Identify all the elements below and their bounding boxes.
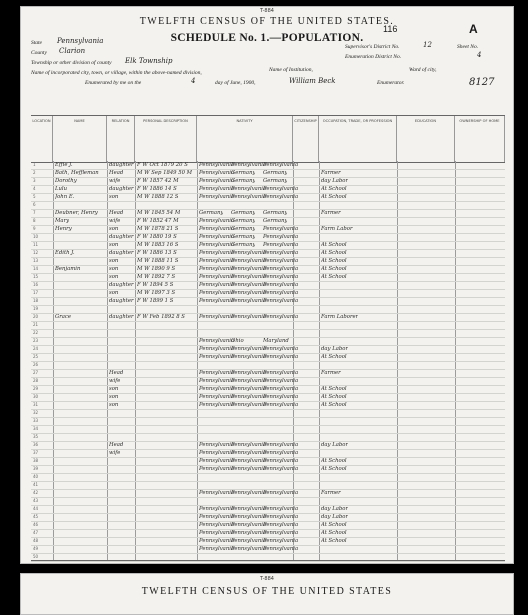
cell-occ: At School: [321, 466, 347, 472]
cell-mother: Maryland: [263, 338, 289, 344]
column-header-label: CITIZENSHIP: [294, 119, 317, 123]
ward-label: Ward of city,: [409, 67, 437, 73]
cell-father: Pennsylvania: [231, 282, 267, 288]
cell-mother: Pennsylvania: [263, 506, 299, 512]
cell-rel: son: [109, 402, 119, 408]
cell-occ: day Labor: [321, 514, 349, 520]
cell-birth: Pennsylvania: [199, 338, 235, 344]
cell-rel: son: [109, 242, 119, 248]
cell-desc: M W 1883 16 S: [137, 242, 179, 248]
cell-desc: M W 1845 54 M: [137, 210, 181, 216]
census-table: [31, 161, 505, 561]
cell-birth: Pennsylvania: [199, 242, 235, 248]
form-stamp: T-884: [260, 8, 274, 14]
cell-desc: F W 1886 14 S: [137, 186, 177, 192]
column-header: [293, 116, 319, 162]
institution-name-label: Name of Institution,: [269, 67, 313, 73]
cell-birth: Germany: [199, 210, 224, 216]
cell-n: 29: [33, 386, 39, 391]
cell-rel: son: [109, 394, 119, 400]
column-header: [319, 116, 397, 162]
cell-rel: daughter: [109, 162, 134, 168]
cell-occ: At School: [321, 258, 347, 264]
cell-mother: Pennsylvania: [263, 274, 299, 280]
cell-father: Pennsylvania: [231, 274, 267, 280]
cell-birth: Pennsylvania: [199, 178, 235, 184]
cell-father: Pennsylvania: [231, 370, 267, 376]
cell-father: Pennsylvania: [231, 522, 267, 528]
cell-occ: day Labor: [321, 346, 349, 352]
cell-mother: Pennsylvania: [263, 378, 299, 384]
cell-mother: Pennsylvania: [263, 346, 299, 352]
cell-father: Pennsylvania: [231, 530, 267, 536]
cell-occ: At School: [321, 274, 347, 280]
cell-father: Pennsylvania: [231, 378, 267, 384]
cell-desc: F W 1857 42 M: [137, 178, 179, 184]
form-stamp-2: T-884: [260, 576, 274, 582]
cell-father: Germany: [231, 218, 256, 224]
sheet-letter: A: [469, 22, 478, 36]
supervisor-value: 12: [423, 41, 432, 49]
cell-father: Germany: [231, 226, 256, 232]
cell-name: Dorothy: [55, 178, 77, 184]
cell-n: 45: [33, 514, 39, 519]
column-header-label: PERSONAL DESCRIPTION: [143, 119, 188, 123]
cell-n: 16: [33, 282, 39, 287]
cell-name: Effie J.: [55, 162, 73, 168]
cell-birth: Pennsylvania: [199, 530, 235, 536]
cell-n: 15: [33, 274, 39, 279]
cell-name: Deubner, Henry: [55, 210, 98, 216]
cell-occ: Farmer: [321, 210, 341, 216]
column-headers: [31, 115, 505, 163]
cell-n: 25: [33, 354, 39, 359]
cell-mother: Pennsylvania: [263, 458, 299, 464]
cell-mother: Pennsylvania: [263, 522, 299, 528]
cell-name: Lulu: [55, 186, 68, 192]
cell-n: 3: [33, 178, 36, 183]
cell-n: 36: [33, 442, 39, 447]
column-header-label: OWNERSHIP OF HOME: [459, 119, 500, 123]
cell-desc: M W 1892 7 S: [137, 274, 176, 280]
cell-n: 21: [33, 322, 39, 327]
cell-mother: Pennsylvania: [263, 290, 299, 296]
cell-rel: daughter: [109, 234, 134, 240]
cell-n: 30: [33, 394, 39, 399]
cell-mother: Pennsylvania: [263, 450, 299, 456]
cell-father: Germany: [231, 234, 256, 240]
cell-n: 43: [33, 498, 39, 503]
cell-n: 4: [33, 186, 36, 191]
cell-father: Pennsylvania: [231, 546, 267, 552]
cell-mother: Germany: [263, 170, 288, 176]
cell-n: 2: [33, 170, 36, 175]
cell-rel: Head: [109, 210, 124, 216]
cell-mother: Pennsylvania: [263, 402, 299, 408]
cell-n: 34: [33, 426, 39, 431]
cell-desc: M W 1897 3 S: [137, 290, 176, 296]
cell-mother: Pennsylvania: [263, 186, 299, 192]
cell-desc: F W Oct 1879 20 S: [137, 162, 188, 168]
schedule-title: SCHEDULE No. 1.—POPULATION.: [170, 32, 364, 44]
cell-mother: Pennsylvania: [263, 394, 299, 400]
cell-occ: day Labor: [321, 442, 349, 448]
cell-birth: Pennsylvania: [199, 538, 235, 544]
cell-n: 35: [33, 434, 39, 439]
cell-occ: day Labor: [321, 178, 349, 184]
cell-n: 11: [33, 242, 39, 247]
cell-birth: Pennsylvania: [199, 394, 235, 400]
cell-desc: M W Sep 1849 50 M: [137, 170, 193, 176]
cell-desc: M W 1890 9 S: [137, 266, 176, 272]
census-title: TWELFTH CENSUS OF THE UNITED STATES.: [139, 16, 395, 27]
supervisor-label: Supervisor's District No.: [345, 44, 400, 50]
cell-rel: son: [109, 226, 119, 232]
cell-birth: Pennsylvania: [199, 266, 235, 272]
column-header-label: RELATION: [111, 119, 130, 123]
cell-mother: Pennsylvania: [263, 314, 299, 320]
cell-father: Germany: [231, 178, 256, 184]
cell-occ: At School: [321, 530, 347, 536]
cell-birth: Pennsylvania: [199, 314, 235, 320]
cell-n: 33: [33, 418, 39, 423]
cell-occ: At School: [321, 394, 347, 400]
cell-birth: Pennsylvania: [199, 194, 235, 200]
cell-father: Pennsylvania: [231, 402, 267, 408]
cell-occ: Farmer: [321, 170, 341, 176]
cell-occ: At School: [321, 186, 347, 192]
cell-name: Edith J.: [55, 250, 75, 256]
cell-n: 19: [33, 306, 39, 311]
cell-birth: Pennsylvania: [199, 226, 235, 232]
enumerated-label: Enumerated by me on the: [85, 80, 142, 86]
county-value: Clarion: [59, 47, 86, 55]
cell-father: Pennsylvania: [231, 186, 267, 192]
cell-birth: Pennsylvania: [199, 458, 235, 464]
cell-occ: At School: [321, 458, 347, 464]
cell-rel: son: [109, 258, 119, 264]
cell-rel: son: [109, 194, 119, 200]
cell-birth: Pennsylvania: [199, 546, 235, 552]
column-header: [455, 116, 505, 162]
cell-name: John E.: [55, 194, 75, 200]
cell-father: Pennsylvania: [231, 266, 267, 272]
cell-father: Pennsylvania: [231, 162, 267, 168]
census-title-2: TWELFTH CENSUS OF THE UNITED STATES: [141, 586, 393, 597]
cell-desc: F W 1880 19 S: [137, 234, 177, 240]
column-header: [31, 116, 53, 162]
cell-rel: son: [109, 266, 119, 272]
cell-n: 17: [33, 290, 39, 295]
cell-n: 20: [33, 314, 39, 319]
cell-mother: Pennsylvania: [263, 298, 299, 304]
cell-birth: Pennsylvania: [199, 522, 235, 528]
enumeration-label: Enumeration District No.: [345, 54, 402, 60]
cell-occ: Farm Labor: [321, 226, 353, 232]
cell-mother: Pennsylvania: [263, 442, 299, 448]
cell-father: Ohio: [231, 338, 244, 344]
cell-n: 13: [33, 258, 39, 263]
state-label: State: [31, 40, 42, 46]
enumerator-label: Enumerator.: [377, 80, 405, 86]
cell-father: Pennsylvania: [231, 394, 267, 400]
cell-n: 50: [33, 554, 39, 559]
cell-mother: Pennsylvania: [263, 258, 299, 264]
cell-occ: Farm Laborer: [321, 314, 359, 320]
cell-n: 6: [33, 202, 36, 207]
cell-father: Pennsylvania: [231, 290, 267, 296]
cell-father: Pennsylvania: [231, 442, 267, 448]
cell-n: 42: [33, 490, 39, 495]
cell-n: 49: [33, 546, 39, 551]
cell-mother: Pennsylvania: [263, 514, 299, 520]
cell-birth: Pennsylvania: [199, 298, 235, 304]
cell-n: 38: [33, 458, 39, 463]
cell-n: 48: [33, 538, 39, 543]
cell-mother: Pennsylvania: [263, 370, 299, 376]
cell-n: 1: [33, 162, 36, 167]
cell-n: 41: [33, 482, 39, 487]
cell-mother: Pennsylvania: [263, 234, 299, 240]
cell-father: Pennsylvania: [231, 258, 267, 264]
cell-rel: daughter: [109, 314, 134, 320]
cell-rel: wife: [109, 378, 121, 384]
cell-father: Pennsylvania: [231, 314, 267, 320]
cell-birth: Pennsylvania: [199, 386, 235, 392]
cell-mother: Germany: [263, 210, 288, 216]
enumerator-name: William Beck: [289, 77, 336, 85]
cell-occ: At School: [321, 386, 347, 392]
cell-birth: Pennsylvania: [199, 274, 235, 280]
cell-name: Mary: [55, 218, 70, 224]
cell-rel: Head: [109, 442, 124, 448]
column-header-label: NAME: [74, 119, 85, 123]
column-header-label: EDUCATION: [414, 119, 437, 123]
cell-n: 10: [33, 234, 39, 239]
cell-n: 7: [33, 210, 36, 215]
cell-mother: Pennsylvania: [263, 242, 299, 248]
cell-birth: Pennsylvania: [199, 506, 235, 512]
cell-father: Pennsylvania: [231, 450, 267, 456]
cell-birth: Pennsylvania: [199, 354, 235, 360]
cell-name: Benjamin: [55, 266, 81, 272]
cell-desc: F W 1886 13 S: [137, 250, 177, 256]
cell-n: 22: [33, 330, 39, 335]
next-census-sheet: [20, 573, 514, 615]
cell-mother: Pennsylvania: [263, 466, 299, 472]
cell-n: 24: [33, 346, 39, 351]
cell-occ: Farmer: [321, 490, 341, 496]
cell-n: 39: [33, 466, 39, 471]
cell-desc: F W 1852 47 M: [137, 218, 179, 224]
cell-mother: Germany: [263, 218, 288, 224]
cell-desc: F W Feb 1892 8 S: [137, 314, 185, 320]
cell-n: 44: [33, 506, 39, 511]
cell-desc: M W 1878 21 S: [137, 226, 179, 232]
cell-birth: Pennsylvania: [199, 370, 235, 376]
cell-father: Pennsylvania: [231, 466, 267, 472]
cell-birth: Pennsylvania: [199, 346, 235, 352]
cell-rel: daughter: [109, 186, 134, 192]
cell-father: Germany: [231, 210, 256, 216]
cell-n: 23: [33, 338, 39, 343]
cell-rel: daughter: [109, 250, 134, 256]
cell-n: 28: [33, 378, 39, 383]
cell-mother: Pennsylvania: [263, 530, 299, 536]
cell-mother: Pennsylvania: [263, 538, 299, 544]
cell-occ: day Labor: [321, 506, 349, 512]
cell-n: 37: [33, 450, 39, 455]
cell-father: Pennsylvania: [231, 538, 267, 544]
cell-birth: Pennsylvania: [199, 234, 235, 240]
cell-n: 46: [33, 522, 39, 527]
cell-occ: At School: [321, 250, 347, 256]
cell-n: 14: [33, 266, 39, 271]
cell-desc: M W 1888 12 S: [137, 194, 179, 200]
column-header-label: LOCATION: [32, 119, 51, 123]
cell-father: Pennsylvania: [231, 354, 267, 360]
column-header: [53, 116, 107, 162]
cell-mother: Pennsylvania: [263, 194, 299, 200]
enumerated-month: day of June, 1900,: [215, 80, 256, 86]
cell-mother: Pennsylvania: [263, 226, 299, 232]
cell-name: Bath, Heffleman: [55, 170, 99, 176]
cell-occ: At School: [321, 266, 347, 272]
cell-mother: Pennsylvania: [263, 282, 299, 288]
cell-rel: wife: [109, 218, 121, 224]
cell-rel: daughter: [109, 282, 134, 288]
table-row: [31, 553, 505, 562]
cell-occ: At School: [321, 402, 347, 408]
cell-birth: Pennsylvania: [199, 282, 235, 288]
cell-father: Pennsylvania: [231, 458, 267, 464]
cell-n: 9: [33, 226, 36, 231]
cell-birth: Pennsylvania: [199, 378, 235, 384]
sheet-number-stamp: 116: [383, 24, 398, 34]
cell-birth: Pennsylvania: [199, 402, 235, 408]
cell-mother: Pennsylvania: [263, 162, 299, 168]
cell-rel: son: [109, 274, 119, 280]
column-header-label: NATIVITY: [236, 119, 253, 123]
cell-birth: Pennsylvania: [199, 466, 235, 472]
cell-mother: Pennsylvania: [263, 546, 299, 552]
cell-father: Pennsylvania: [231, 194, 267, 200]
cell-n: 40: [33, 474, 39, 479]
column-header-label: OCCUPATION, TRADE, OR PROFESSION: [322, 119, 393, 123]
cell-name: Grace: [55, 314, 72, 320]
township-value: Elk Township: [125, 57, 173, 65]
column-header: [197, 116, 293, 162]
cell-birth: Pennsylvania: [199, 186, 235, 192]
cell-n: 26: [33, 362, 39, 367]
cell-n: 47: [33, 530, 39, 535]
cell-occ: At School: [321, 354, 347, 360]
cell-n: 8: [33, 218, 36, 223]
cell-occ: At School: [321, 194, 347, 200]
cell-occ: At School: [321, 538, 347, 544]
cell-mother: Pennsylvania: [263, 250, 299, 256]
cell-rel: wife: [109, 450, 121, 456]
cell-birth: Pennsylvania: [199, 258, 235, 264]
cell-father: Pennsylvania: [231, 250, 267, 256]
cell-rel: Head: [109, 170, 124, 176]
cell-desc: F W 1894 5 S: [137, 282, 174, 288]
cell-n: 12: [33, 250, 39, 255]
cell-mother: Pennsylvania: [263, 354, 299, 360]
cell-birth: Pennsylvania: [199, 450, 235, 456]
cell-occ: At School: [321, 522, 347, 528]
cell-n: 5: [33, 194, 36, 199]
cell-rel: Head: [109, 370, 124, 376]
cell-mother: Pennsylvania: [263, 266, 299, 272]
cell-father: Pennsylvania: [231, 490, 267, 496]
cell-desc: M W 1888 11 S: [137, 258, 179, 264]
sheet-value: 4: [477, 51, 482, 59]
cell-father: Pennsylvania: [231, 506, 267, 512]
cell-mother: Pennsylvania: [263, 490, 299, 496]
cell-mother: Pennsylvania: [263, 386, 299, 392]
cell-father: Pennsylvania: [231, 386, 267, 392]
column-header: [107, 116, 135, 162]
cell-rel: son: [109, 386, 119, 392]
cell-occ: At School: [321, 242, 347, 248]
cell-birth: Pennsylvania: [199, 514, 235, 520]
cell-name: Henry: [55, 226, 72, 232]
cell-father: Pennsylvania: [231, 298, 267, 304]
cell-father: Germany: [231, 170, 256, 176]
cell-n: 27: [33, 370, 39, 375]
state-value: Pennsylvania: [57, 37, 104, 45]
cell-birth: Pennsylvania: [199, 290, 235, 296]
cell-n: 31: [33, 402, 39, 407]
cell-desc: F W 1899 1 S: [137, 298, 174, 304]
county-label: County: [31, 50, 47, 56]
cell-father: Pennsylvania: [231, 346, 267, 352]
column-header: [135, 116, 197, 162]
census-sheet: [20, 6, 514, 564]
cell-rel: son: [109, 290, 119, 296]
cell-mother: Germany: [263, 178, 288, 184]
cell-n: 18: [33, 298, 39, 303]
cell-birth: Pennsylvania: [199, 162, 235, 168]
city-label: Name of incorporated city, town, or village, within the above-named division,: [31, 70, 202, 76]
cell-birth: Pennsylvania: [199, 218, 235, 224]
cell-birth: Pennsylvania: [199, 442, 235, 448]
cell-n: 32: [33, 410, 39, 415]
cell-father: Pennsylvania: [231, 514, 267, 520]
cell-rel: wife: [109, 178, 121, 184]
column-header: [397, 116, 455, 162]
cell-rel: daughter: [109, 298, 134, 304]
cell-occ: Farmer: [321, 370, 341, 376]
enumerated-day: 4: [191, 77, 196, 85]
cell-birth: Pennsylvania: [199, 250, 235, 256]
film-number: 8127: [469, 77, 495, 88]
sheet-label: Sheet No.: [457, 44, 479, 50]
cell-father: Germany: [231, 242, 256, 248]
cell-birth: Pennsylvania: [199, 170, 235, 176]
cell-birth: Pennsylvania: [199, 490, 235, 496]
township-label: Township or other division of county: [31, 60, 112, 66]
